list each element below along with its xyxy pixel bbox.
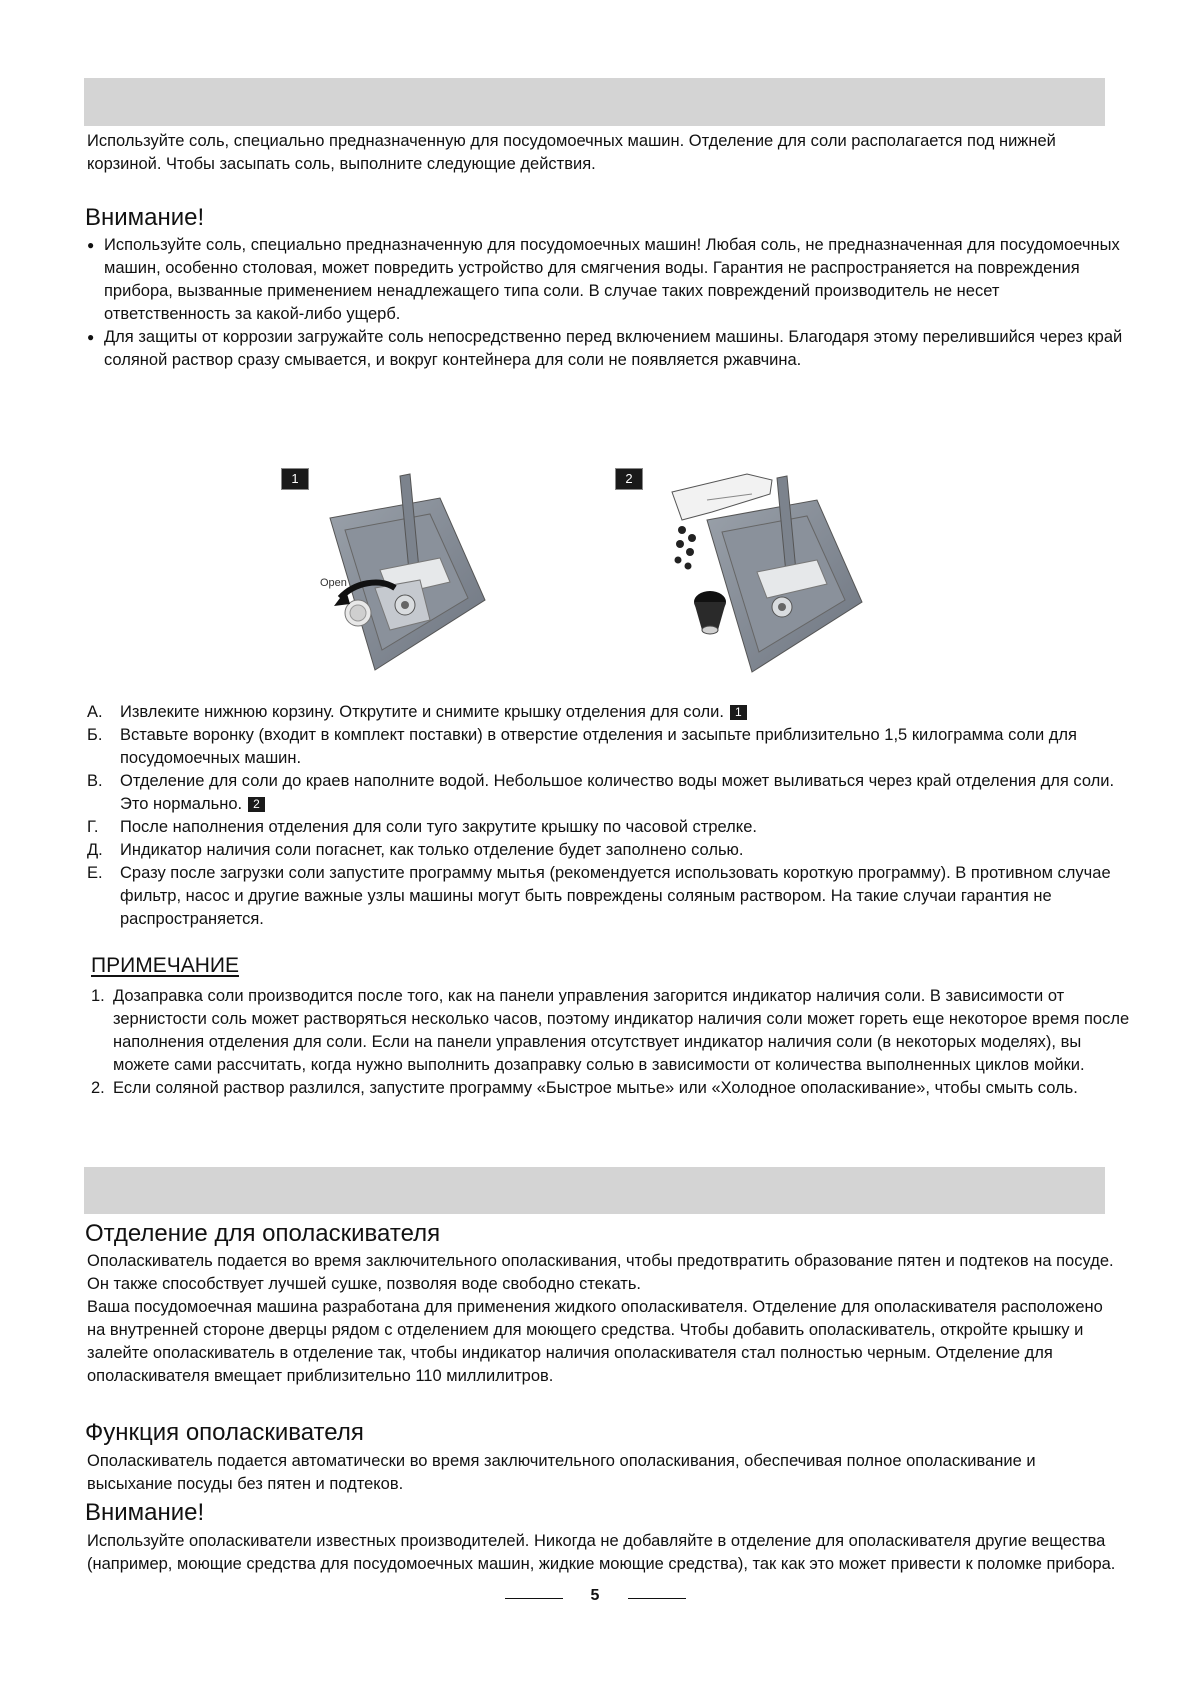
step-item	[87, 839, 1132, 862]
rinse-function-title: Функция ополаскивателя	[85, 1419, 364, 1446]
step-text: Извлеките нижнюю корзину. Открутите и снимите крышку отделения для соли.	[120, 703, 724, 721]
step-marker: А.	[87, 703, 103, 721]
section-header-bar-salt	[84, 78, 1105, 126]
salt-compartment-figure-1	[290, 470, 490, 680]
salt-steps-list	[87, 701, 1132, 931]
rinse-paragraph-1: Ополаскиватель подается во время заключительного ополаскивания, чтобы предотвратить образование пятен и подтеков на посуде. Он также способствует лучшей сушке, позволяя воде свободно стекать.	[87, 1252, 1114, 1293]
step-item	[87, 724, 1132, 770]
note-marker: 2.	[91, 1079, 105, 1097]
note-item	[91, 1077, 1131, 1100]
page-number-rule-right	[628, 1598, 686, 1599]
step-marker: Г.	[87, 818, 99, 836]
step-text: Сразу после загрузки соли запустите программу мытья (рекомендуется использовать короткую программу). В противном случае фильтр, насос и другие важные узлы машины могут быть повреждены соляным раствором. На такие случаи гарантия не распространяется.	[120, 864, 1111, 928]
bullet-dot-icon: ●	[87, 238, 95, 252]
warning-bullet-list	[87, 234, 1127, 372]
note-text: Дозаправка соли производится после того, как на панели управления загорится индикатор наличия соли. В зависимости от зернистости соль может растворяться несколько часов, поэтому индикатор наличия соли может гореть еще некоторое время после наполнения отделения для соли. Если на панели управления отсутствует индикатор наличия соли (в некоторых моделях), вы можете сами рассчитать, когда нужно выполнить дозаправку солью в зависимости от количества выполненных циклов мойки.	[113, 987, 1130, 1074]
warning-bullet	[87, 326, 1127, 372]
bullet-dot-icon: ●	[87, 330, 95, 344]
step-marker: Д.	[87, 841, 103, 859]
salt-compartment-figure-2	[652, 472, 882, 682]
step-item	[87, 862, 1132, 931]
open-label: Open	[320, 577, 347, 589]
step-item	[87, 770, 1132, 816]
figure-2-badge: 2	[615, 468, 643, 490]
rinse-function-paragraph: Ополаскиватель подается автоматически во время заключительного ополаскивания, обеспечивая полное ополаскивание и высыхание посуды без пятен и подтеков.	[87, 1452, 1036, 1493]
step-text: Отделение для соли до краев наполните водой. Небольшое количество воды может выливаться через край отделения для соли. Это нормально.	[120, 772, 1115, 813]
rinse-compartment-title: Отделение для ополаскивателя	[85, 1220, 441, 1247]
step-item	[87, 816, 1132, 839]
bullet-text: Используйте соль, специально предназначенную для посудомоечных машин! Любая соль, не предназначенная для посудомоечных машин, особенно столовая, может повредить устройство для смягчения воды. Гарантия не распространяется на повреждения прибора, вызванные применением ненадлежащего типа соли. В случае таких повреждений производитель не несет ответственность за какой-либо ущерб.	[104, 236, 1120, 323]
warning-paragraph-2: Используйте ополаскиватели известных производителей. Никогда не добавляйте в отделение для ополаскивателя другие вещества (например, моющие средства для посудомоечных машин, жидкие моющие средства), так как это может привести к поломке прибора.	[87, 1532, 1116, 1573]
page-number: 5	[590, 1587, 600, 1604]
step-marker: Б.	[87, 726, 103, 744]
rinse-paragraph-2: Ваша посудомоечная машина разработана для применения жидкого ополаскивателя. Отделение для ополаскивателя расположено на внутренней стороне дверцы рядом с отделением для моющего средства. Чтобы добавить ополаскиватель, откройте крышку и залейте ополаскиватель в отделение так, чтобы индикатор наличия ополаскивателя стал полностью черным. Отделение для ополаскивателя вмещает приблизительно 110 миллилитров.	[87, 1298, 1103, 1385]
section-header-bar-rinse	[84, 1167, 1105, 1214]
note-list	[91, 985, 1131, 1100]
note-marker: 1.	[91, 987, 105, 1005]
figure-ref-badge: 2	[248, 797, 265, 812]
step-item	[87, 701, 1132, 724]
step-text: Индикатор наличия соли погаснет, как только отделение будет заполнено солью.	[120, 841, 744, 859]
step-text: После наполнения отделения для соли туго закрутите крышку по часовой стрелке.	[120, 818, 757, 836]
step-text: Вставьте воронку (входит в комплект поставки) в отверстие отделения и засыпьте приблизительно 1,5 килограмма соли для посудомоечных машин.	[120, 726, 1077, 767]
figure-ref-badge: 1	[730, 705, 747, 720]
note-title: ПРИМЕЧАНИЕ	[91, 954, 239, 977]
warning-bullet	[87, 234, 1127, 326]
warning-title-2: Внимание!	[85, 1499, 205, 1526]
step-marker: Е.	[87, 864, 103, 882]
warning-title: Внимание!	[85, 204, 205, 231]
note-text: Если соляной раствор разлился, запустите программу «Быстрое мытье» или «Холодное ополаскивание», чтобы смыть соль.	[113, 1079, 1078, 1097]
intro-paragraph: Используйте соль, специально предназначенную для посудомоечных машин. Отделение для соли располагается под нижней корзиной. Чтобы засыпать соль, выполните следующие действия.	[87, 132, 1056, 173]
note-item	[91, 985, 1131, 1077]
bullet-text: Для защиты от коррозии загружайте соль непосредственно перед включением машины. Благодаря этому перелившийся через край соляной раствор сразу смывается, и вокруг контейнера для соли не появляется ржавчина.	[104, 328, 1123, 369]
step-marker: В.	[87, 772, 103, 790]
figure-1-badge: 1	[281, 468, 309, 490]
